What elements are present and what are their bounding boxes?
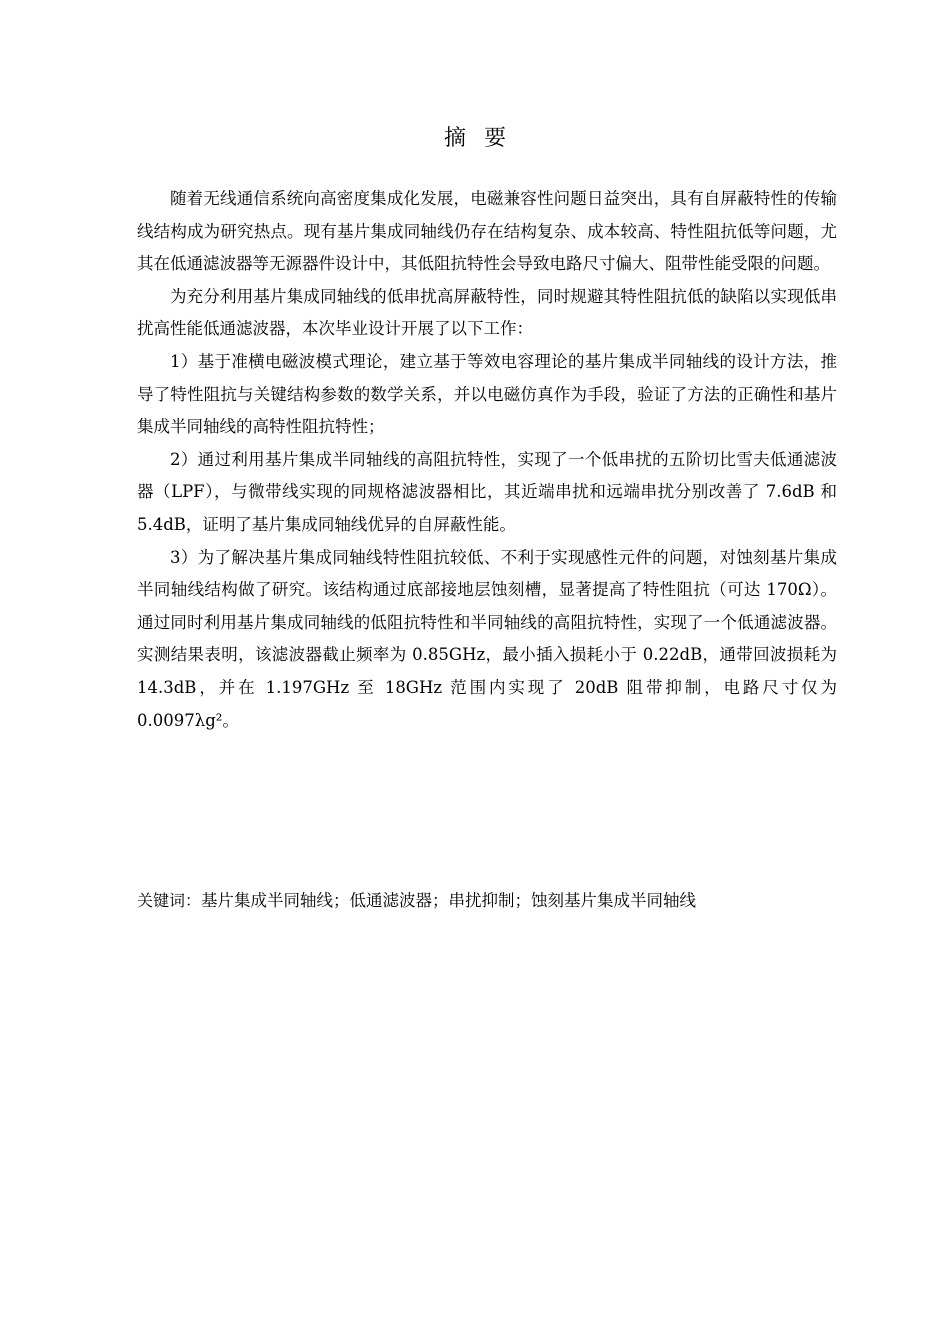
abstract-paragraph-5: 3）为了解决基片集成同轴线特性阻抗较低、不利于实现感性元件的问题，对蚀刻基片集成半同轴线结构做了研究。该结构通过底部接地层蚀刻槽，显著提高了特性阻抗（可达 170Ω）。通过同时利用基片集成同轴线的低阻抗特性和半同轴线的高阻抗特性，实现了一个低通滤波器。实测结果表明，该滤波器截止频率为 0.85GHz，最小插入损耗小于 0.22dB，通带回波损耗为 14.3dB，并在 1.197GHz 至 18GHz 范围内实现了 20dB 阻带抑制，电路尺寸仅为 0.0097λg²。: [137, 547, 837, 730]
keywords-label: 关键词：: [137, 891, 202, 910]
abstract-paragraph-1: 随着无线通信系统向高密度集成化发展，电磁兼容性问题日益突出，具有自屏蔽特性的传输线结构成为研究热点。现有基片集成同轴线仍存在结构复杂、成本较高、特性阻抗低等问题，尤其在低通滤波器等无源器件设计中，其低阻抗特性会导致电路尺寸偏大、阻带性能受限的问题。: [137, 189, 837, 274]
abstract-title: 摘要: [443, 126, 524, 151]
abstract-body: [137, 183, 837, 737]
abstract-paragraph-2: 为充分利用基片集成同轴线的低串扰高屏蔽特性，同时规避其特性阻抗低的缺陷以实现低串扰高性能低通滤波器，本次毕业设计开展了以下工作：: [137, 286, 837, 339]
keywords-text: 基片集成半同轴线；低通滤波器；串扰抑制；蚀刻基片集成半同轴线: [201, 891, 697, 910]
abstract-paragraph-3: 1）基于准横电磁波模式理论，建立基于等效电容理论的基片集成半同轴线的设计方法，推导了特性阻抗与关键结构参数的数学关系，并以电磁仿真作为手段，验证了方法的正确性和基片集成半同轴线的高特性阻抗特性；: [137, 351, 837, 437]
abstract-paragraph-4: 2）通过利用基片集成半同轴线的高阻抗特性，实现了一个低串扰的五阶切比雪夫低通滤波器（LPF），与微带线实现的同规格滤波器相比，其近端串扰和远端串扰分别改善了 7.6dB 和 5.4dB，证明了基片集成同轴线优异的自屏蔽性能。: [137, 449, 837, 534]
keywords-line: [137, 885, 837, 917]
